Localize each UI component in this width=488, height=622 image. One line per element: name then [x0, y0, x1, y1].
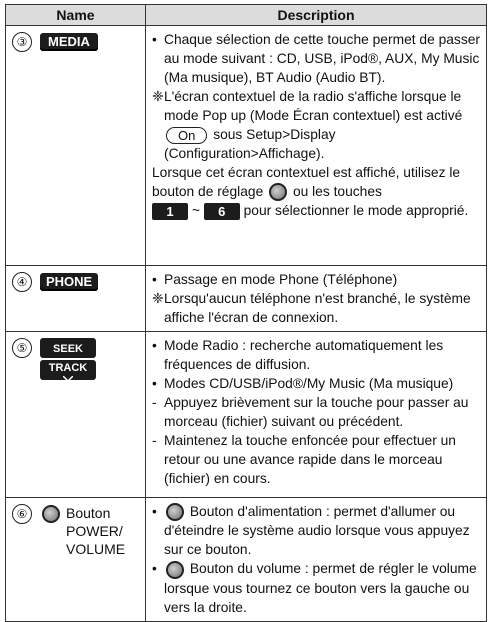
name-cell-phone: [6, 266, 146, 332]
phone-key-icon: PHONE: [40, 273, 98, 291]
seek-track-key-icon: [40, 338, 96, 382]
description-cell-media: [146, 26, 487, 266]
controls-table: [5, 4, 487, 622]
table-row: [6, 332, 487, 498]
table-row: [6, 26, 487, 266]
list-item: - Appuyez brièvement sur la touche pour passer au morceau (fichier) suivant ou précédent.: [152, 395, 469, 429]
item-number: ⑥: [12, 504, 32, 524]
list-item: - Maintenez la touche enfoncée pour effectuer un retour ou une avance rapide dans le morceau (fichier) en cours.: [152, 433, 456, 486]
name-cell-seek-track: [6, 332, 146, 498]
list-item: • Modes CD/USB/iPod®/My Music (Ma musique): [152, 376, 454, 391]
list-item: • Mode Radio : recherche automatiquement les fréquences de diffusion.: [152, 338, 444, 372]
description-cell-power-volume: [146, 498, 487, 622]
media-key-icon: MEDIA: [40, 33, 98, 51]
preset-key-6-icon: 6: [204, 203, 240, 220]
table-header-row: [6, 5, 487, 26]
item-number: ④: [12, 272, 32, 292]
power-volume-label: Bouton POWER/ VOLUME: [66, 505, 126, 557]
description-cell-phone: [146, 266, 487, 332]
column-header-name: Name: [6, 5, 146, 26]
chevron-down-icon: [63, 376, 73, 381]
power-knob-icon: [166, 503, 184, 521]
note-item: ❈ L'écran contextuel de la radio s'affiche lorsque le mode Pop up (Mode Écran contextuel) est activé On sous Setup>Display (Configuration>Affichage).: [152, 89, 463, 161]
table-row: [6, 498, 487, 622]
description-cell-seek-track: [146, 332, 487, 498]
table-row: [6, 266, 487, 332]
name-cell-power-volume: [6, 498, 146, 622]
name-cell-media: [6, 26, 146, 266]
column-header-description: Description: [146, 5, 487, 26]
note-item: ❈ Lorsqu'aucun téléphone n'est branché, le système affiche l'écran de connexion.: [152, 291, 471, 325]
tune-knob-icon: [269, 183, 287, 201]
item-number: ⑤: [12, 338, 32, 358]
paragraph: Lorsque cet écran contextuel est affiché, utilisez le bouton de réglage ou les touches 1 ~ 6 pour sélectionner le mode approprié.: [152, 165, 469, 220]
list-item: • Chaque sélection de cette touche permet de passer au mode suivant : CD, USB, iPod®, AUX, My Music (Ma musique), BT Audio (Audio BT).: [152, 32, 480, 85]
list-item: • Bouton d'alimentation : permet d'allumer ou d'éteindre le système audio lorsque vous appuyez sur ce bouton.: [152, 504, 470, 558]
volume-knob-icon: [166, 561, 184, 579]
list-item: • Passage en mode Phone (Téléphone): [152, 272, 398, 287]
item-number: ③: [12, 32, 32, 52]
preset-key-1-icon: 1: [152, 203, 188, 220]
list-item: • Bouton du volume : permet de régler le volume lorsque vous tournez ce bouton vers la gauche ou vers la droite.: [152, 561, 477, 615]
seek-key-label: SEEK: [40, 338, 96, 358]
on-button-icon: On: [166, 127, 207, 144]
track-key-label: TRACK: [40, 360, 96, 380]
power-volume-knob-icon: [42, 505, 60, 523]
